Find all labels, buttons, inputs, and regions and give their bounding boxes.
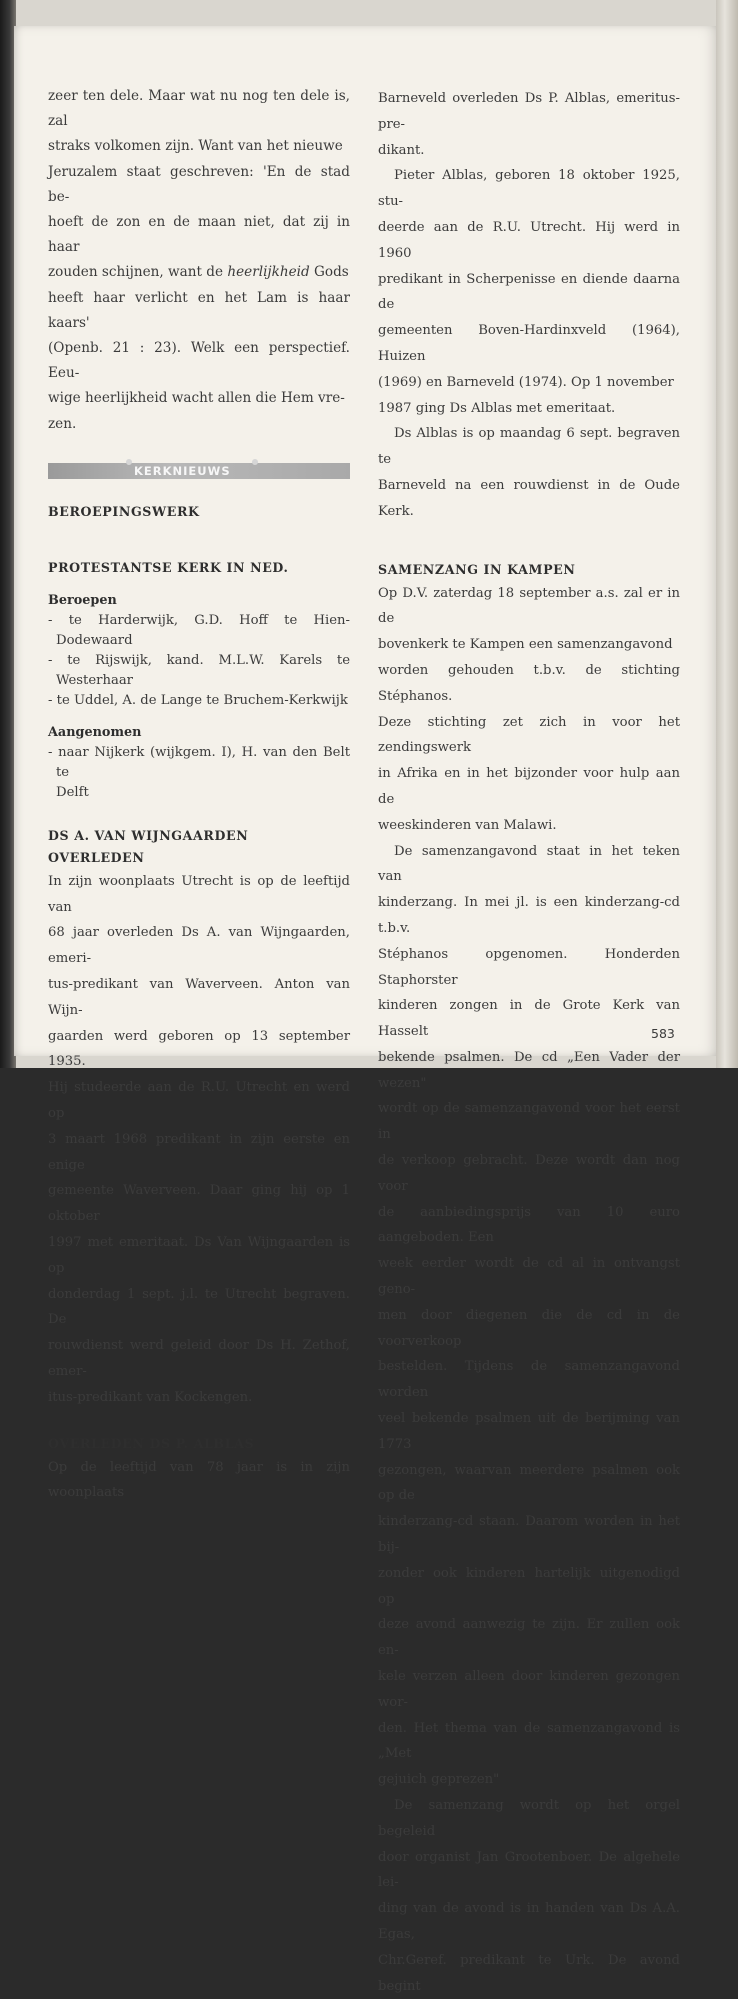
text-line: Barneveld na een rouwdienst in de Oude Kerk. — [378, 477, 680, 519]
text-line: 68 jaar overleden Ds A. van Wijngaarden, emeri- — [48, 925, 350, 967]
text-line: gezongen, waarvan meerdere psalmen ook op de — [378, 1462, 680, 1504]
heading-overleden-alblas: OVERLEDEN DS P. ALBLAS — [48, 1435, 255, 1451]
text-line: kinderen zongen in de Grote Kerk van Hasselt — [378, 998, 680, 1040]
heading-beroepingswerk: BEROEPINGSWERK — [48, 503, 200, 519]
text-line: worden gehouden t.b.v. de stichting Stéphanos. — [378, 662, 680, 704]
alblas-burial-paragraph — [378, 421, 680, 524]
text-line: itus-predikant van Kockengen. — [48, 1389, 253, 1405]
text-line: De samenzangavond staat in het teken van — [378, 843, 680, 885]
heading-protestantse-kerk: PROTESTANTSE KERK IN NED. — [48, 559, 289, 575]
text-line: wige heerlijkheid wacht allen die Hem vre- — [48, 390, 345, 407]
subheading-beroepen: Beroepen — [48, 592, 117, 608]
text-line: wordt op de samenzangavond voor het eerst in — [378, 1101, 680, 1143]
left-column — [48, 84, 350, 1506]
text-line: 1987 ging Ds Alblas met emeritaat. — [378, 400, 616, 416]
text-line-italic: zouden schijnen, want de heerlijkheid Gods — [48, 264, 349, 281]
text-line: (1969) en Barneveld (1974). Op 1 november — [378, 374, 674, 390]
text-line: Deze stichting zet zich in voor het zendingswerk — [378, 714, 680, 756]
text-line: veel bekende psalmen uit de berijming van 1773 — [378, 1411, 680, 1452]
intro-paragraph — [48, 84, 350, 437]
text-line: Ds Alblas is op maandag 6 sept. begraven te — [378, 426, 680, 468]
text-line: Stéphanos opgenomen. Honderden Staphorster — [378, 946, 680, 988]
samenzang-paragraph-1 — [378, 581, 680, 839]
subheading-aangenomen: Aangenomen — [48, 724, 142, 740]
text-line: gaarden werd geboren op 13 september 1935. — [48, 1028, 350, 1070]
text-line: 3 maart 1968 predikant in zijn eerste en enige — [48, 1131, 350, 1173]
text-line: de verkoop gebracht. Deze wordt dan nog voor — [378, 1153, 680, 1194]
text-line: bovenkerk te Kampen een samenzangavond — [378, 637, 673, 653]
text-line: heeft haar verlicht en het Lam is haar kaars' — [48, 289, 350, 331]
section-banner — [48, 463, 350, 479]
samenzang-paragraph-2 — [378, 839, 680, 1793]
text-line: hoeft de zon en de maan niet, dat zij in haar — [48, 214, 350, 256]
text-line: (Openb. 21 : 23). Welk een perspectief. Eeu- — [48, 340, 350, 382]
text-line: in Afrika en in het bijzonder voor hulp aan de — [378, 766, 680, 807]
text-line: zonder ook kinderen hartelijk uitgenodigd op — [378, 1565, 680, 1607]
text-line: Chr.Geref. predikant te Urk. De avond begint — [378, 1952, 680, 1994]
text-line: bekende psalmen. De cd „Een Vader der wezen" — [378, 1049, 680, 1091]
text-line: bestelden. Tijdens de samenzangavond worden — [378, 1359, 680, 1401]
right-column — [378, 86, 680, 1999]
list-item: Delft — [56, 784, 89, 800]
italic-word: heerlijkheid — [227, 264, 310, 281]
text-line: men door diegenen die de cd in de voorverkoop — [378, 1307, 680, 1349]
text-line: De samenzang wordt op het orgel begeleid — [378, 1798, 680, 1839]
text-line: Pieter Alblas, geboren 18 oktober 1925, stu- — [378, 168, 680, 210]
text-line: zeer ten dele. Maar wat nu nog ten dele is, zal — [48, 88, 350, 130]
text-line: deze avond aanwezig te zijn. Er zullen ook en- — [378, 1617, 680, 1659]
text-line: den. Het thema van de samenzangavond is „Met — [378, 1720, 680, 1762]
text-line: ding van de avond is in handen van Ds A.A. Egas, — [378, 1901, 680, 1942]
alblas-bio-paragraph — [378, 163, 680, 421]
text-line: kele verzen alleen door kinderen gezongen wor- — [378, 1669, 680, 1710]
beroepen-list — [48, 591, 350, 803]
list-item: - te Rijswijk, kand. M.L.W. Karels te Westerhaar — [48, 652, 350, 688]
text-line: de aanbiedingsprijs van 10 euro aangeboden. Een — [378, 1204, 680, 1246]
text-line: straks volkomen zijn. Want van het nieuwe — [48, 138, 343, 155]
text-line: zen. — [48, 415, 77, 432]
text-line: gejuich geprezen" — [378, 1772, 500, 1788]
list-item: - te Harderwijk, G.D. Hoff te Hien-Dodewaard — [48, 612, 350, 648]
text-line: Op de leeftijd van 78 jaar is in zijn woonplaats — [48, 1459, 350, 1501]
text-line: weeskinderen van Malawi. — [378, 817, 557, 833]
text-line: Barneveld overleden Ds P. Alblas, emeritus-pre- — [378, 91, 680, 132]
text-line: 1997 met emeritaat. Ds Van Wijngaarden is op — [48, 1235, 350, 1276]
text-line: Hij studeerde aan de R.U. Utrecht en werd op — [48, 1080, 350, 1122]
text-line: door organist Jan Grootenboer. De algehele lei- — [378, 1849, 680, 1891]
wijngaarden-paragraph — [48, 869, 350, 1411]
text-line: gemeenten Boven-Hardinxveld (1964), Huizen — [378, 323, 680, 364]
text-line: kinderzang. In mei jl. is een kinderzang-cd t.b.v. — [378, 895, 680, 936]
text-line: Jeruzalem staat geschreven: 'En de stad be- — [48, 163, 350, 205]
text-line: In zijn woonplaats Utrecht is op de leeftijd van — [48, 873, 350, 915]
text-line: deerde aan de R.U. Utrecht. Hij werd in 1960 — [378, 219, 680, 261]
alblas-paragraph — [378, 86, 680, 163]
text-line: rouwdienst werd geleid door Ds H. Zethof, emer- — [48, 1338, 350, 1379]
samenzang-paragraph-3 — [378, 1793, 680, 1999]
heading-overleden: OVERLEDEN — [48, 849, 145, 865]
text-line: tus-predikant van Waverveen. Anton van Wijn- — [48, 977, 350, 1018]
text-line: Op D.V. zaterdag 18 september a.s. zal er in de — [378, 585, 680, 627]
list-item: - te Uddel, A. de Lange te Bruchem-Kerkwijk — [48, 692, 348, 708]
page-edge — [716, 0, 738, 1068]
text-line: donderdag 1 sept. j.l. te Utrecht begraven. De — [48, 1286, 350, 1328]
list-item: - naar Nijkerk (wijkgem. I), H. van den Belt te — [48, 744, 350, 780]
banner-dot — [252, 459, 258, 465]
text-line: gemeente Waverveen. Daar ging hij op 1 oktober — [48, 1183, 350, 1225]
text-line: week eerder wordt de cd al in ontvangst geno- — [378, 1256, 680, 1298]
text-line: kinderzang-cd staan. Daarom worden in het bij- — [378, 1514, 680, 1556]
text-line: dikant. — [378, 142, 425, 158]
page-number: 583 — [651, 1026, 675, 1041]
text-line: predikant in Scherpenisse en diende daarna de — [378, 271, 680, 313]
banner-dot — [126, 459, 132, 465]
banner-label: KERKNIEUWS — [134, 463, 231, 478]
heading-samenzang-kampen: SAMENZANG IN KAMPEN — [378, 561, 576, 577]
heading-van-wijngaarden: DS A. VAN WIJNGAARDEN — [48, 827, 249, 843]
